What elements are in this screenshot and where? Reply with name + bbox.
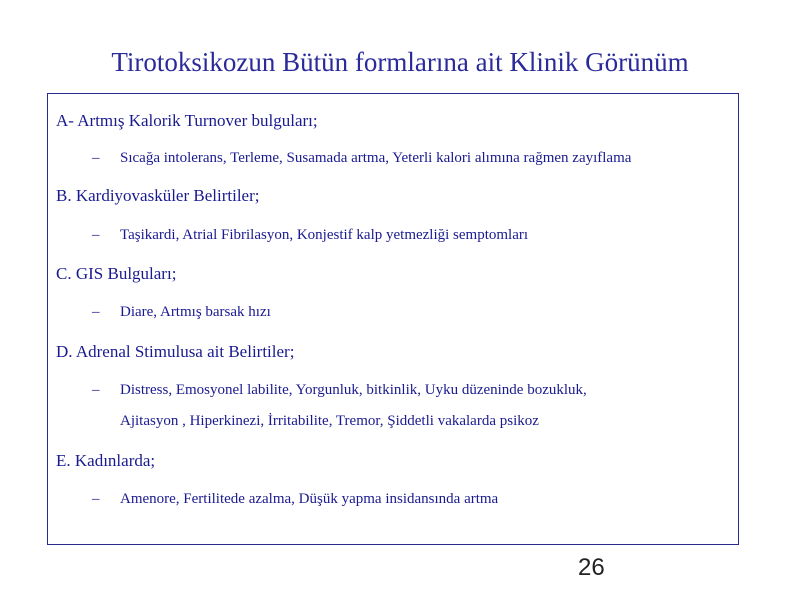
- bullet-marker: –: [92, 491, 100, 507]
- bullet-marker: –: [92, 304, 100, 320]
- bullet-text: Taşikardi, Atrial Fibrilasyon, Konjestif kalp yetmezliği semptomları: [120, 227, 529, 243]
- bullet-marker: –: [92, 150, 100, 166]
- slide-title: Tirotoksikozun Bütün formlarına ait Klinik Görünüm: [111, 47, 689, 77]
- section-heading-e: E. Kadınlarda;: [56, 451, 156, 470]
- content-box: [47, 93, 739, 545]
- bullet-marker: –: [92, 227, 100, 243]
- bullet-text: Distress, Emosyonel labilite, Yorgunluk, bitkinlik, Uyku düzeninde bozukluk,: [120, 382, 587, 398]
- section-heading-a: A- Artmış Kalorik Turnover bulguları;: [56, 111, 318, 130]
- bullet-text: Amenore, Fertilitede azalma, Düşük yapma insidansında artma: [120, 491, 499, 507]
- bullet-text: Diare, Artmış barsak hızı: [120, 304, 271, 320]
- page-number: 26: [578, 554, 605, 581]
- section-heading-d: D. Adrenal Stimulusa ait Belirtiler;: [56, 342, 295, 361]
- bullet-text: Ajitasyon , Hiperkinezi, İrritabilite, Tremor, Şiddetli vakalarda psikoz: [120, 413, 539, 429]
- section-heading-c: C. GIS Bulguları;: [56, 264, 177, 283]
- section-heading-b: B. Kardiyovasküler Belirtiler;: [56, 186, 260, 205]
- bullet-text: Sıcağa intolerans, Terleme, Susamada artma, Yeterli kalori alımına rağmen zayıflama: [120, 150, 632, 166]
- bullet-marker: –: [92, 382, 100, 398]
